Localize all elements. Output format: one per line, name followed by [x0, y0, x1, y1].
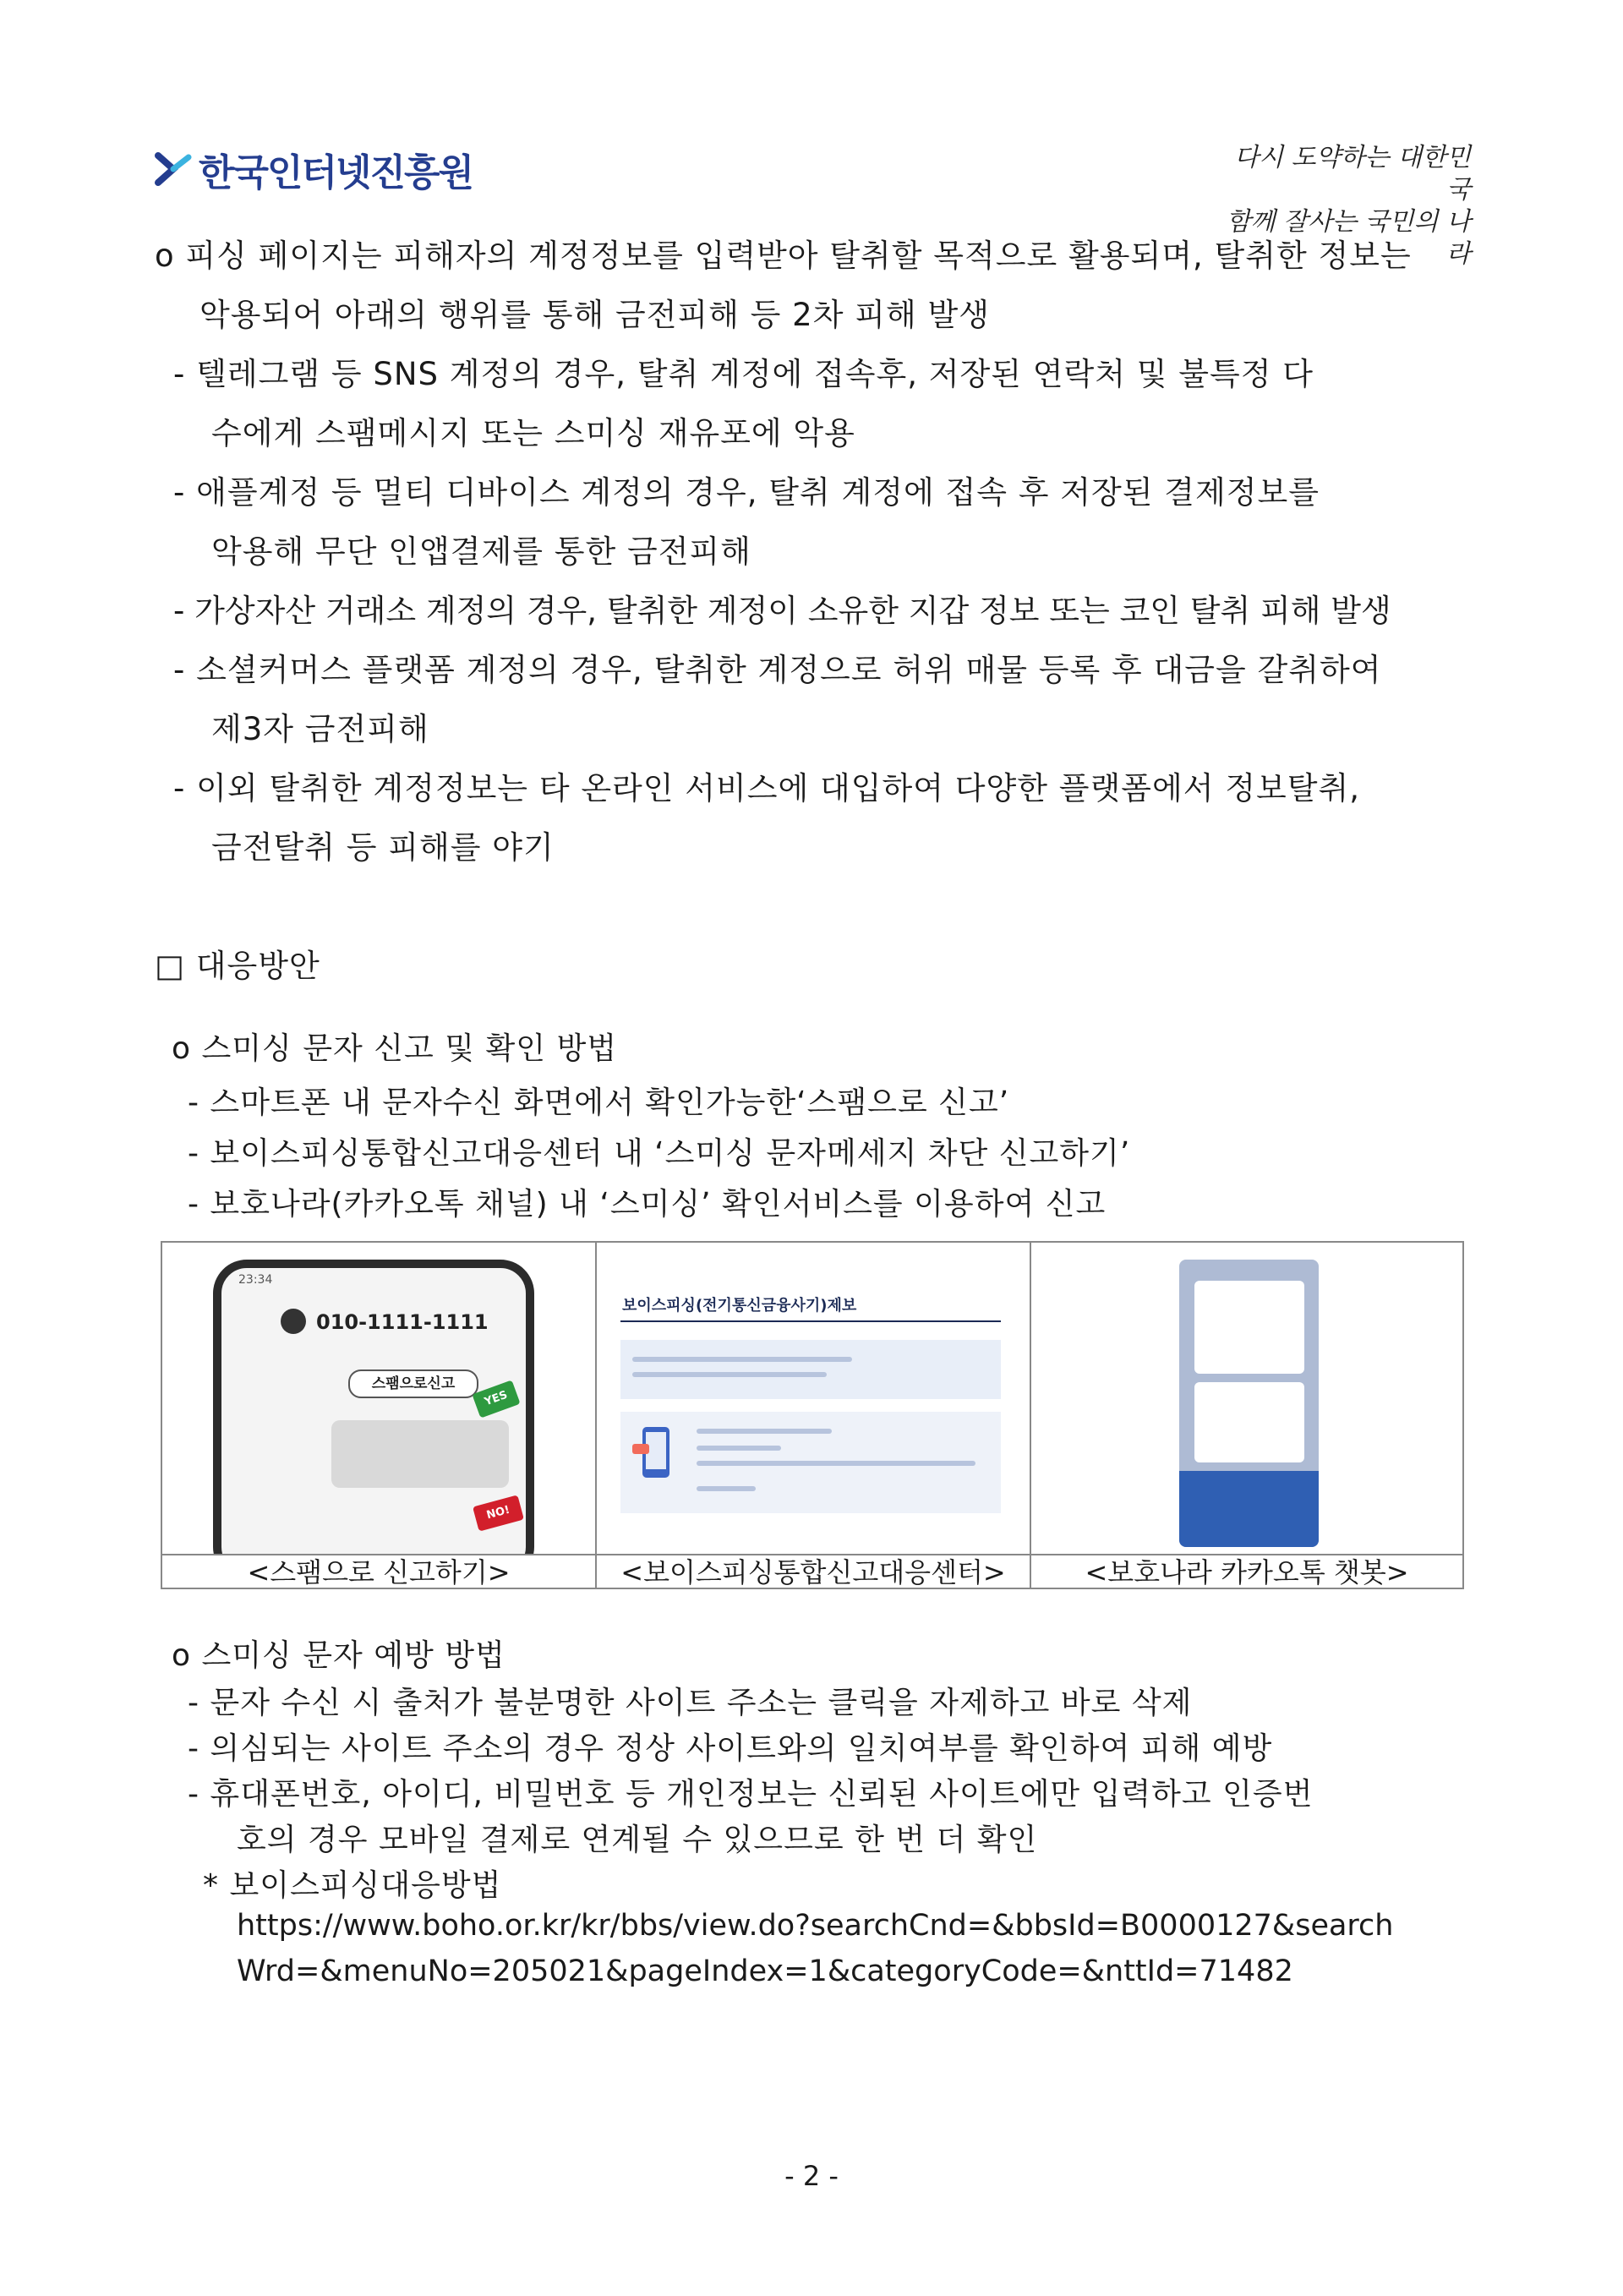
bullet-item: - 보이스피싱통합신고대응센터 내 ‘스미싱 문자메세지 차단 신고하기’	[188, 1136, 1131, 1171]
reference-url[interactable]: https://www.boho.or.kr/kr/bbs/view.do?searchCnd=&bbsId=B0000127&search	[237, 1909, 1394, 1943]
bullet-item: - 스마트폰 내 문자수신 화면에서 확인가능한‘스팸으로 신고’	[188, 1085, 1010, 1120]
text-placeholder	[697, 1429, 832, 1434]
figure-kakao-chatbot	[1031, 1243, 1464, 1554]
phone-number: 010-1111-1111	[316, 1310, 489, 1334]
paragraph-line: 금전탈취 등 피해를 야기	[211, 829, 555, 866]
text-placeholder	[697, 1446, 781, 1451]
bullet-item: - 애플계정 등 멀티 디바이스 계정의 경우, 탈취 계정에 접속 후 저장된 결제정보를	[173, 474, 1320, 511]
bullet-item: - 가상자산 거래소 계정의 경우, 탈취한 계정이 소유한 지갑 정보 또는 코인 탈취 피해 발생	[173, 593, 1391, 629]
caption-report-center: <보이스피싱통합신고대응센터>	[597, 1555, 1031, 1589]
chat-bubble	[1194, 1382, 1304, 1462]
note-heading: * 보이스피싱대응방법	[203, 1868, 502, 1903]
smishing-message-bubble	[331, 1420, 509, 1488]
figure-table	[161, 1241, 1464, 1589]
caption-kakao-chatbot: <보호나라 카카오톡 챗봇>	[1085, 1556, 1409, 1588]
text-placeholder	[697, 1461, 975, 1466]
chatbot-screenshot	[1179, 1260, 1319, 1547]
report-form-box	[620, 1412, 1001, 1513]
bullet-item: - 의심되는 사이트 주소의 경우 정상 사이트와의 일치여부를 확인하여 피해 예방	[188, 1731, 1273, 1766]
phone-time: 23:34	[238, 1273, 273, 1287]
text-placeholder	[697, 1486, 756, 1491]
subsection-heading: o 스미싱 문자 신고 및 확인 방법	[172, 1031, 617, 1066]
bullet-item: - 이외 탈취한 계정정보는 타 온라인 서비스에 대입하여 다양한 플랫폼에서 정보탈취,	[173, 770, 1360, 806]
bullet-item: - 문자 수신 시 출처가 불분명한 사이트 주소는 클릭을 자제하고 바로 삭제	[188, 1686, 1193, 1720]
slogan-line-2: 함께 잘사는 국민의 나라	[1226, 207, 1471, 269]
figure-report-center	[597, 1243, 1031, 1554]
caption-spam-report: <스팸으로 신고하기>	[162, 1555, 597, 1589]
chatbot-menu	[1179, 1471, 1319, 1547]
phone-screenshot	[213, 1260, 534, 1554]
paragraph-line: 제3자 금전피해	[211, 711, 429, 747]
bullet-item: - 텔레그램 등 SNS 계정의 경우, 탈취 계정에 접속후, 저장된 연락처 및 불특정 다	[173, 356, 1314, 392]
paragraph-line: 악용해 무단 인앱결제를 통한 금전피해	[211, 533, 751, 570]
paragraph-line: o 피싱 페이지는 피해자의 계정정보를 입력받아 탈취할 목적으로 활용되며, 탈취한 정보는	[155, 238, 1412, 274]
title-divider	[620, 1320, 1001, 1322]
bullet-item: - 소셜커머스 플랫폼 계정의 경우, 탈취한 계정으로 허위 매물 등록 후 대금을 갈취하여	[173, 652, 1382, 688]
caption-row	[162, 1554, 1462, 1589]
figure-spam-report	[162, 1243, 597, 1554]
section-heading: □ 대응방안	[155, 948, 320, 984]
kisa-logo-icon	[155, 150, 192, 188]
subsection-heading: o 스미싱 문자 예방 방법	[172, 1638, 505, 1673]
contact-avatar-icon	[281, 1309, 306, 1334]
phone-illustration-icon	[631, 1424, 681, 1483]
chat-bubble	[1194, 1281, 1304, 1374]
bullet-item: - 휴대폰번호, 아이디, 비밀번호 등 개인정보는 신뢰된 사이트에만 입력하고 인증번	[188, 1777, 1314, 1812]
text-placeholder	[632, 1357, 852, 1362]
kisa-logo	[155, 142, 473, 196]
slogan-line-1: 다시 도약하는 대한민국	[1234, 143, 1471, 205]
notice-box	[620, 1340, 1001, 1399]
no-tag: NO!	[473, 1495, 524, 1531]
bullet-item: - 보호나라(카카오톡 채널) 내 ‘스미싱’ 확인서비스를 이용하여 신고	[188, 1187, 1107, 1222]
spam-report-button: 스팸으로신고	[348, 1369, 478, 1398]
text-placeholder	[632, 1372, 827, 1377]
paragraph-line: 수에게 스팸메시지 또는 스미싱 재유포에 악용	[211, 415, 855, 451]
web-page-title: 보이스피싱(전기통신금융사기)제보	[622, 1297, 857, 1315]
yes-tag: YES	[472, 1380, 520, 1418]
paragraph-line: 악용되어 아래의 행위를 통해 금전피해 등 2차 피해 발생	[199, 297, 990, 333]
org-name: 한국인터넷진흥원	[199, 151, 473, 194]
page-number: - 2 -	[784, 2160, 839, 2192]
reference-url-continued[interactable]: Wrd=&menuNo=205021&pageIndex=1&categoryCode=&nttId=71482	[237, 1954, 1293, 1988]
paragraph-line: 호의 경우 모바일 결제로 연계될 수 있으므로 한 번 더 확인	[237, 1823, 1038, 1857]
